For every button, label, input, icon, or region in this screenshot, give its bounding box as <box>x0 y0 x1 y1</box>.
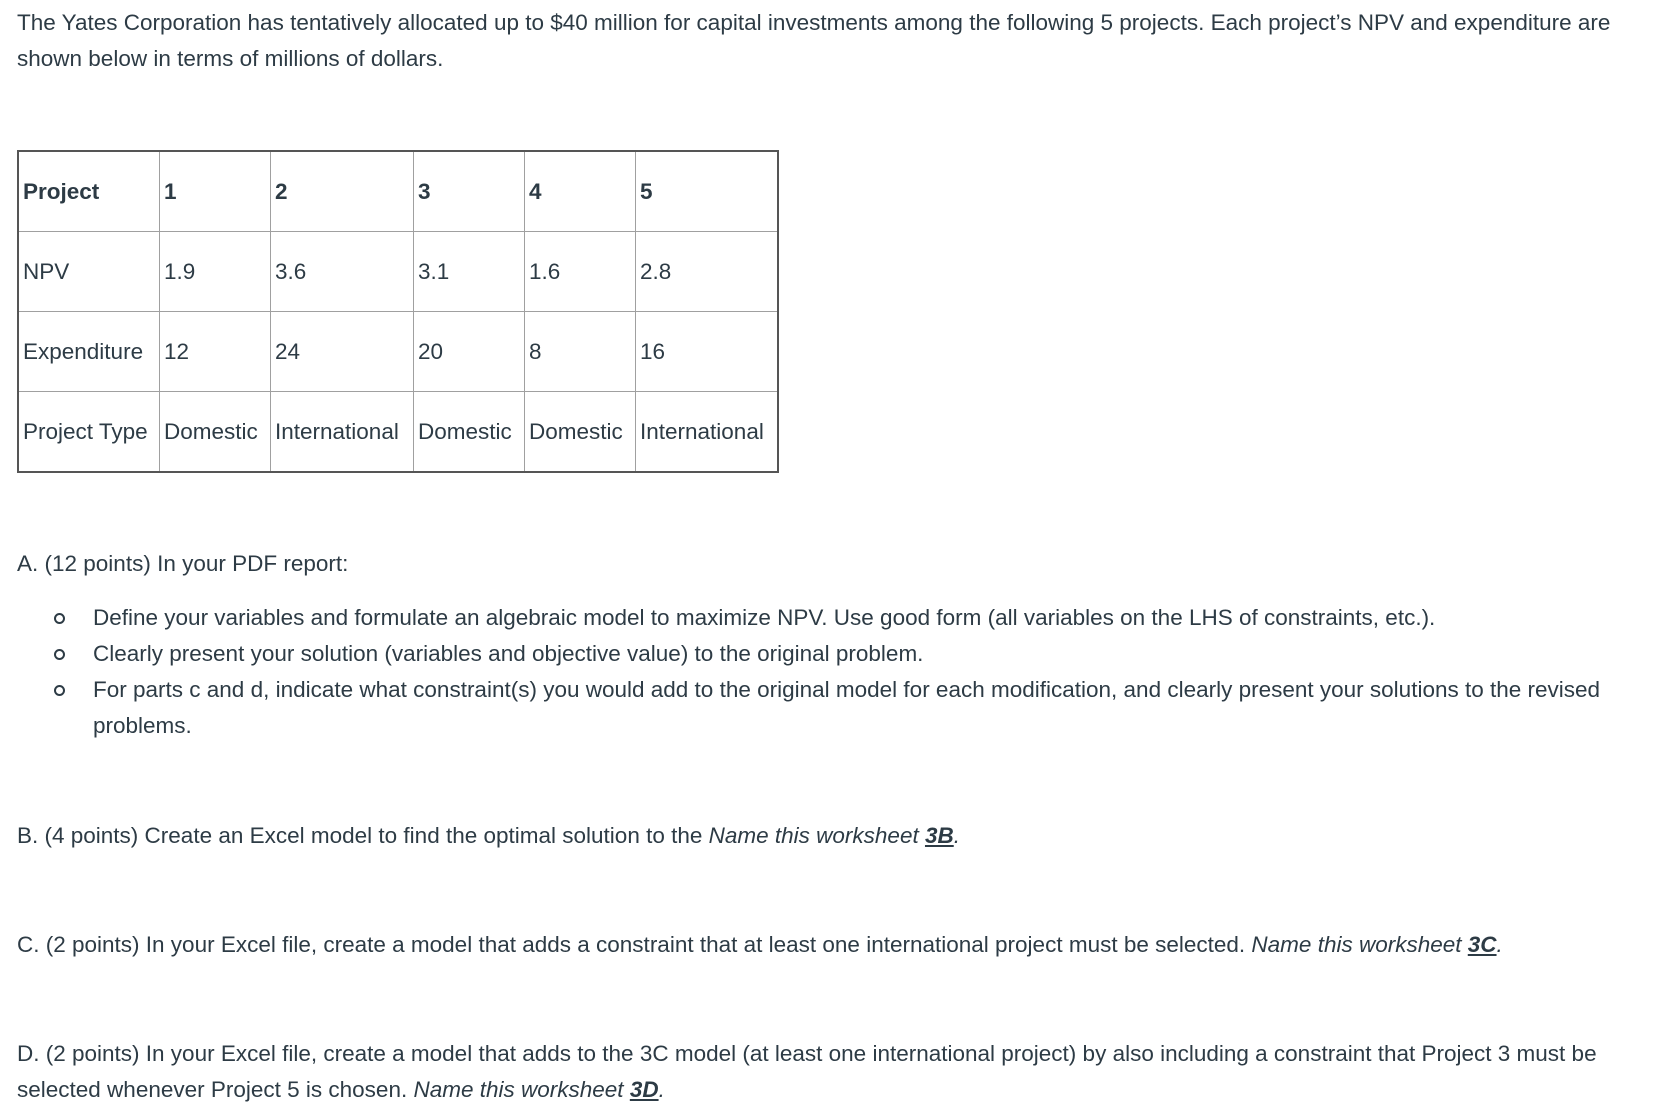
table-cell: International <box>271 392 414 473</box>
list-item-text: For parts c and d, indicate what constraint(s) you would add to the original model for each modification, and clearly present your solutions to the revised problems. <box>93 677 1601 738</box>
worksheet-code-3c: 3C <box>1467 932 1497 957</box>
list-item <box>50 600 1620 636</box>
table-cell: 8 <box>525 312 636 392</box>
table-header-cell: 5 <box>636 151 779 232</box>
table-row-expenditure <box>18 312 778 392</box>
hollow-circle-bullet-icon <box>54 613 65 624</box>
table-cell: Domestic <box>160 392 271 473</box>
table-header-cell: 4 <box>525 151 636 232</box>
table-header-cell: 3 <box>414 151 525 232</box>
worksheet-name-label: Name this worksheet <box>708 823 925 848</box>
table-cell: Project Type <box>18 392 160 473</box>
hollow-circle-bullet-icon <box>54 685 65 696</box>
section-d-paragraph <box>17 1036 1637 1108</box>
table-header-row <box>18 151 778 232</box>
section-a-bullet-list <box>50 600 1620 744</box>
section-c-end: . <box>1496 932 1503 957</box>
section-a-heading: A. (12 points) In your PDF report: <box>17 551 349 576</box>
table-cell: 12 <box>160 312 271 392</box>
worksheet-code-3b: 3B <box>924 823 954 848</box>
table-cell: NPV <box>18 232 160 312</box>
hollow-circle-bullet-icon <box>54 649 65 660</box>
table-cell: 24 <box>271 312 414 392</box>
section-b-text: B. (4 points) Create an Excel model to find the optimal solution to the <box>17 823 709 848</box>
table-cell: 3.1 <box>414 232 525 312</box>
table-cell: 3.6 <box>271 232 414 312</box>
table-cell: 1.9 <box>160 232 271 312</box>
table-row-npv <box>18 232 778 312</box>
table-cell: Domestic <box>414 392 525 473</box>
table-header-cell: Project <box>18 151 160 232</box>
projects-table <box>17 150 779 473</box>
intro-paragraph: The Yates Corporation has tentatively allocated up to $40 million for capital investments among the following 5 projects. Each project’s NPV and expenditure are shown below in terms of millions of dollars. <box>17 10 1611 71</box>
section-b-end: . <box>953 823 960 848</box>
list-item <box>50 636 1620 672</box>
table-cell: 1.6 <box>525 232 636 312</box>
table-header-cell: 1 <box>160 151 271 232</box>
table-header-cell: 2 <box>271 151 414 232</box>
worksheet-name-label: Name this worksheet <box>1251 932 1468 957</box>
worksheet-name-label: Name this worksheet <box>413 1077 630 1102</box>
worksheet-code-3d: 3D <box>629 1077 659 1102</box>
table-cell: 20 <box>414 312 525 392</box>
table-cell: Expenditure <box>18 312 160 392</box>
section-d-end: . <box>658 1077 665 1102</box>
table-cell: 16 <box>636 312 779 392</box>
section-c-paragraph <box>17 927 1637 963</box>
list-item <box>50 672 1620 744</box>
table-cell: 2.8 <box>636 232 779 312</box>
table-cell: Domestic <box>525 392 636 473</box>
list-item-text: Clearly present your solution (variables and objective value) to the original problem. <box>93 641 924 666</box>
list-item-text: Define your variables and formulate an algebraic model to maximize NPV. Use good form (all variables on the LHS of constraints, etc.). <box>93 605 1436 630</box>
section-d-text: D. (2 points) In your Excel file, create a model that adds to the 3C model (at least one international project) by also including a constraint that Project 3 must be selected whenever Project 5 is chosen. <box>17 1041 1597 1102</box>
table-row-project-type <box>18 392 778 473</box>
section-c-text: C. (2 points) In your Excel file, create a model that adds a constraint that at least one international project must be selected. <box>17 932 1252 957</box>
table-cell: International <box>636 392 779 473</box>
section-b-paragraph <box>17 818 1637 854</box>
